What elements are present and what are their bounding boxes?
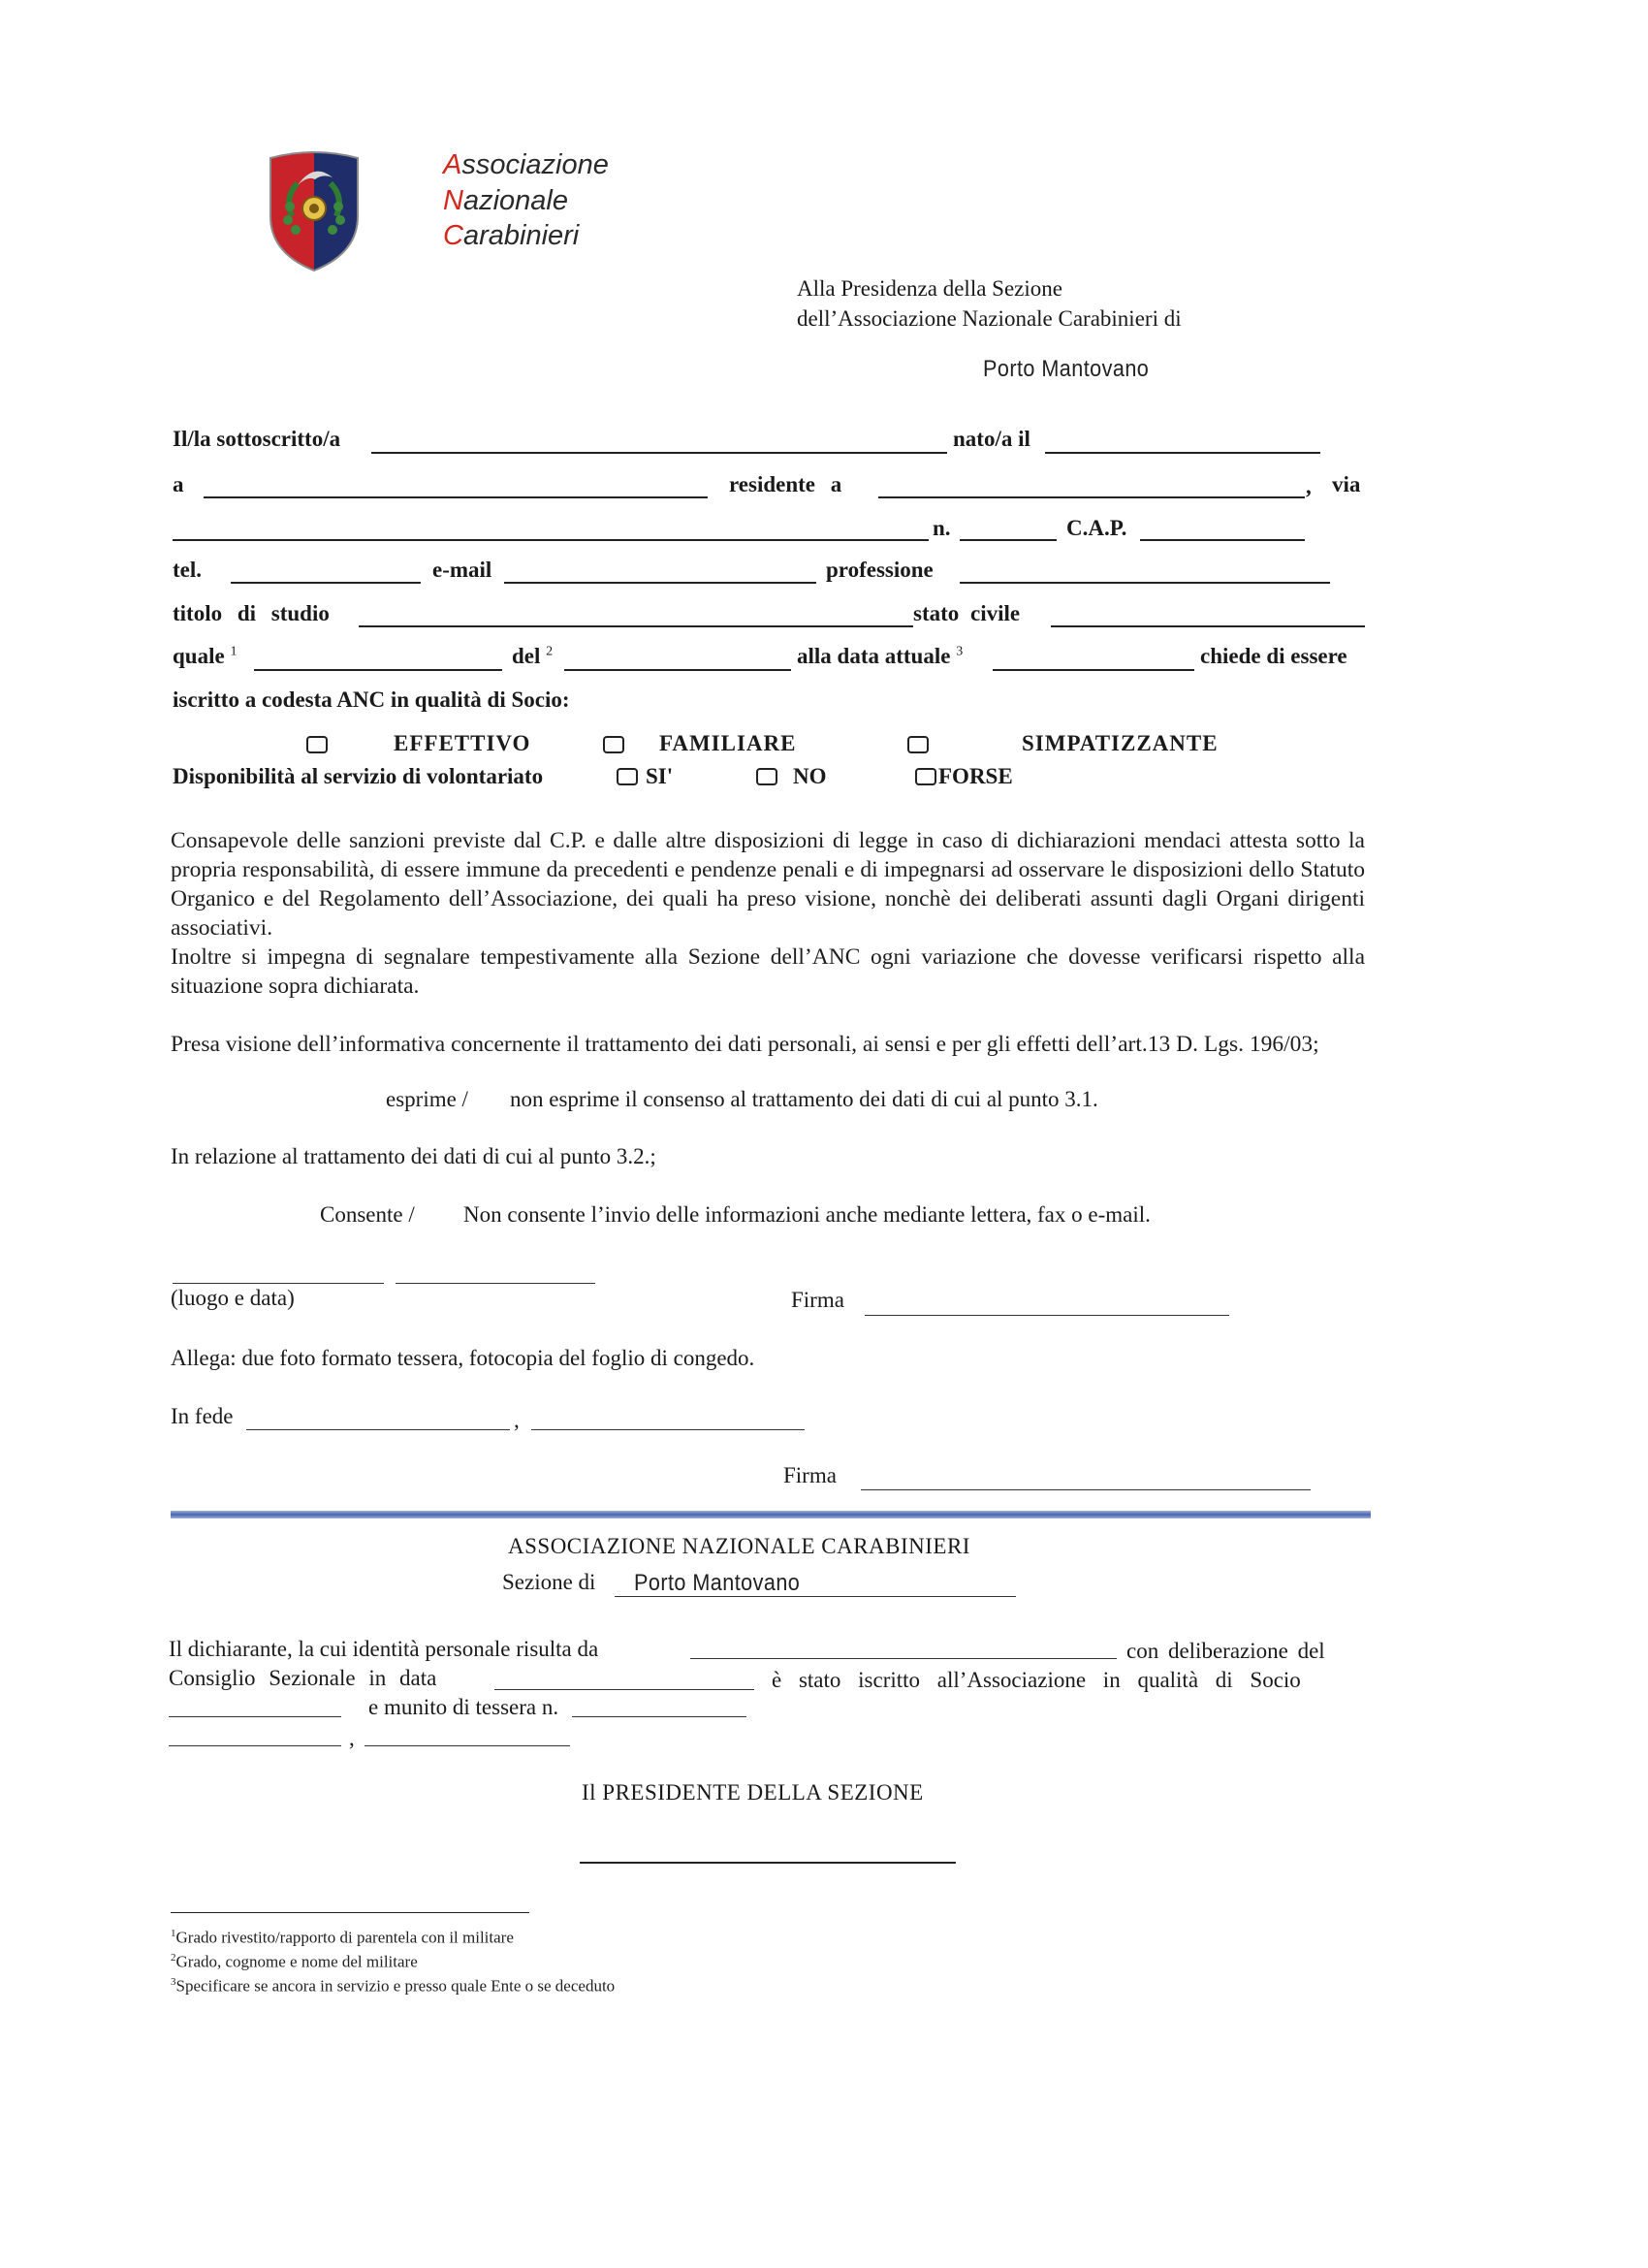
- military-name-field[interactable]: [564, 669, 791, 671]
- recipient-line-2: dell’Associazione Nazionale Carabinieri di: [797, 306, 1182, 331]
- in-faith-comma: ,: [514, 1408, 520, 1432]
- tel-label: tel.: [173, 558, 203, 582]
- place-field[interactable]: [173, 1283, 384, 1284]
- office-body-1b: con deliberazione del: [1126, 1639, 1325, 1663]
- council-date-field[interactable]: [494, 1689, 754, 1690]
- section-name-filled: Porto Mantovano: [983, 356, 1150, 382]
- request-label: chiede di essere: [1200, 644, 1347, 668]
- civil-status-field[interactable]: [1051, 625, 1365, 627]
- signature-label: Firma: [791, 1288, 844, 1312]
- consent1-option-b[interactable]: non esprime il consenso al trattamento dei dati di cui al punto 3.1.: [510, 1087, 1098, 1111]
- volunteer-maybe-checkbox[interactable]: [915, 768, 936, 785]
- street-label: via: [1332, 472, 1361, 496]
- footnote-3: $^3$Specificare se ancora in servizio e presso quale Ente o se deceduto: [171, 1976, 616, 1996]
- office-place-field[interactable]: [169, 1745, 341, 1746]
- privacy-paragraph: Presa visione dell’informativa concernente il trattamento dei dati personali, ai sensi e per gli effetti dell’art.13 D. Lgs. 196/03;: [171, 1032, 1319, 1057]
- in-faith-date-field[interactable]: [531, 1429, 805, 1430]
- family-label: FAMILIARE: [659, 731, 797, 755]
- consent1-option-a[interactable]: esprime /: [386, 1087, 468, 1111]
- in-faith-label: In fede: [171, 1404, 234, 1428]
- born-label: nato/a il: [953, 427, 1030, 451]
- civil-status-label: stato civile: [913, 601, 1021, 625]
- signature-field-2[interactable]: [861, 1489, 1311, 1490]
- of-label: del $^2$: [512, 644, 554, 668]
- zip-label: C.A.P.: [1066, 516, 1127, 540]
- office-body-2b: è stato iscritto all’Associazione in qualità di Socio: [772, 1668, 1301, 1692]
- zip-field[interactable]: [1140, 539, 1305, 541]
- recipient-line-1: Alla Presidenza della Sezione: [797, 276, 1062, 301]
- birth-date-field[interactable]: [1045, 452, 1320, 454]
- data-processing-paragraph: In relazione al trattamento dei dati di cui al punto 3.2.;: [171, 1144, 656, 1168]
- volunteer-no-label: NO: [793, 764, 827, 788]
- office-section-field[interactable]: [615, 1596, 1016, 1597]
- org-name-line-2: Nazionale: [443, 185, 568, 216]
- family-checkbox[interactable]: [603, 736, 624, 753]
- card-number-field[interactable]: [572, 1716, 746, 1717]
- date-field[interactable]: [396, 1283, 595, 1284]
- office-body-1a: Il dichiarante, la cui identità personale risulta da: [169, 1637, 599, 1661]
- effective-checkbox[interactable]: [306, 736, 328, 753]
- comma: ,: [1306, 474, 1312, 498]
- undersigned-field[interactable]: [371, 452, 947, 454]
- consent2-option-b[interactable]: Non consente l’invio delle informazioni anche mediante lettera, fax o e-mail.: [463, 1202, 1151, 1227]
- office-comma: ,: [349, 1726, 355, 1750]
- education-label: titolo di studio: [173, 601, 330, 625]
- tel-field[interactable]: [231, 582, 421, 584]
- volunteer-yes-checkbox[interactable]: [617, 768, 638, 785]
- as-label: quale $^1$: [173, 644, 238, 668]
- signature-label-2: Firma: [783, 1463, 837, 1487]
- footnote-1: $^1$Grado rivestito/rapporto di parentela con il militare: [171, 1928, 514, 1947]
- office-section-label: Sezione di: [502, 1570, 596, 1594]
- place-date-label: (luogo e data): [171, 1286, 295, 1310]
- anc-shield-logo: [265, 148, 364, 272]
- email-label: e-mail: [432, 558, 492, 582]
- office-use-separator: [171, 1511, 1371, 1518]
- residence-field[interactable]: [878, 496, 1305, 498]
- resident-label: residente a: [729, 472, 842, 496]
- office-section-value: Porto Mantovano: [634, 1570, 801, 1596]
- effective-label: EFFETTIVO: [394, 731, 531, 755]
- email-field[interactable]: [504, 582, 816, 584]
- declaration-paragraph-2: Inoltre si impegna di segnalare tempestivamente alla Sezione dell’ANC ogni variazione che dovesse verificarsi rispetto alla situazione sopra dichiarata.: [171, 944, 1365, 999]
- street-field[interactable]: [173, 539, 929, 541]
- president-title: Il PRESIDENTE DELLA SEZIONE: [582, 1780, 924, 1805]
- footnote-2: $^2$Grado, cognome e nome del militare: [171, 1952, 418, 1971]
- volunteer-maybe-label: FORSE: [938, 764, 1013, 788]
- current-status-field[interactable]: [993, 669, 1194, 671]
- current-label: alla data attuale $^3$: [797, 644, 964, 668]
- office-date-field[interactable]: [364, 1745, 570, 1746]
- identity-document-field[interactable]: [690, 1658, 1117, 1659]
- office-body-3: e munito di tessera n.: [368, 1695, 559, 1719]
- profession-field[interactable]: [960, 582, 1330, 584]
- supporter-label: SIMPATIZZANTE: [1022, 731, 1219, 755]
- org-name-line-1: Associazione: [443, 149, 609, 180]
- supporter-checkbox[interactable]: [907, 736, 929, 753]
- birthplace-label: a: [173, 472, 184, 496]
- member-line: iscritto a codesta ANC in qualità di Socio:: [173, 687, 570, 712]
- footnote-separator: [171, 1912, 529, 1913]
- president-signature-field[interactable]: [580, 1862, 956, 1864]
- attachments-line: Allega: due foto formato tessera, fotocopia del foglio di congedo.: [171, 1346, 755, 1370]
- education-field[interactable]: [359, 625, 913, 627]
- member-type-field[interactable]: [169, 1716, 341, 1717]
- volunteer-label: Disponibilità al servizio di volontariato: [173, 764, 544, 788]
- house-number-field[interactable]: [960, 539, 1057, 541]
- org-name-line-3: Carabinieri: [443, 220, 580, 251]
- number-label: n.: [933, 516, 951, 540]
- in-faith-place-field[interactable]: [246, 1429, 510, 1430]
- office-body-2a: Consiglio Sezionale in data: [169, 1666, 437, 1690]
- volunteer-yes-label: SI': [646, 764, 674, 788]
- undersigned-label: Il/la sottoscritto/a: [173, 427, 341, 451]
- profession-label: professione: [826, 558, 934, 582]
- birthplace-field[interactable]: [204, 496, 708, 498]
- signature-field[interactable]: [865, 1315, 1229, 1316]
- consent2-option-a[interactable]: Consente /: [320, 1202, 415, 1227]
- office-title: ASSOCIAZIONE NAZIONALE CARABINIERI: [508, 1534, 970, 1558]
- declaration-paragraph-1: Consapevole delle sanzioni previste dal C.P. e dalle altre disposizioni di legge in caso di dichiarazioni mendaci attesta sotto la propria responsabilità, di essere immune da precedenti e pendenze penali e di impegnarsi ad osservare le disposizioni dello Statuto Organico e del Regolamento dell’Associazione, dei quali ha preso visione, nonchè dei deliberati assunti dagli Organi dirigenti associativi.: [171, 828, 1365, 941]
- relationship-field[interactable]: [254, 669, 502, 671]
- volunteer-no-checkbox[interactable]: [756, 768, 777, 785]
